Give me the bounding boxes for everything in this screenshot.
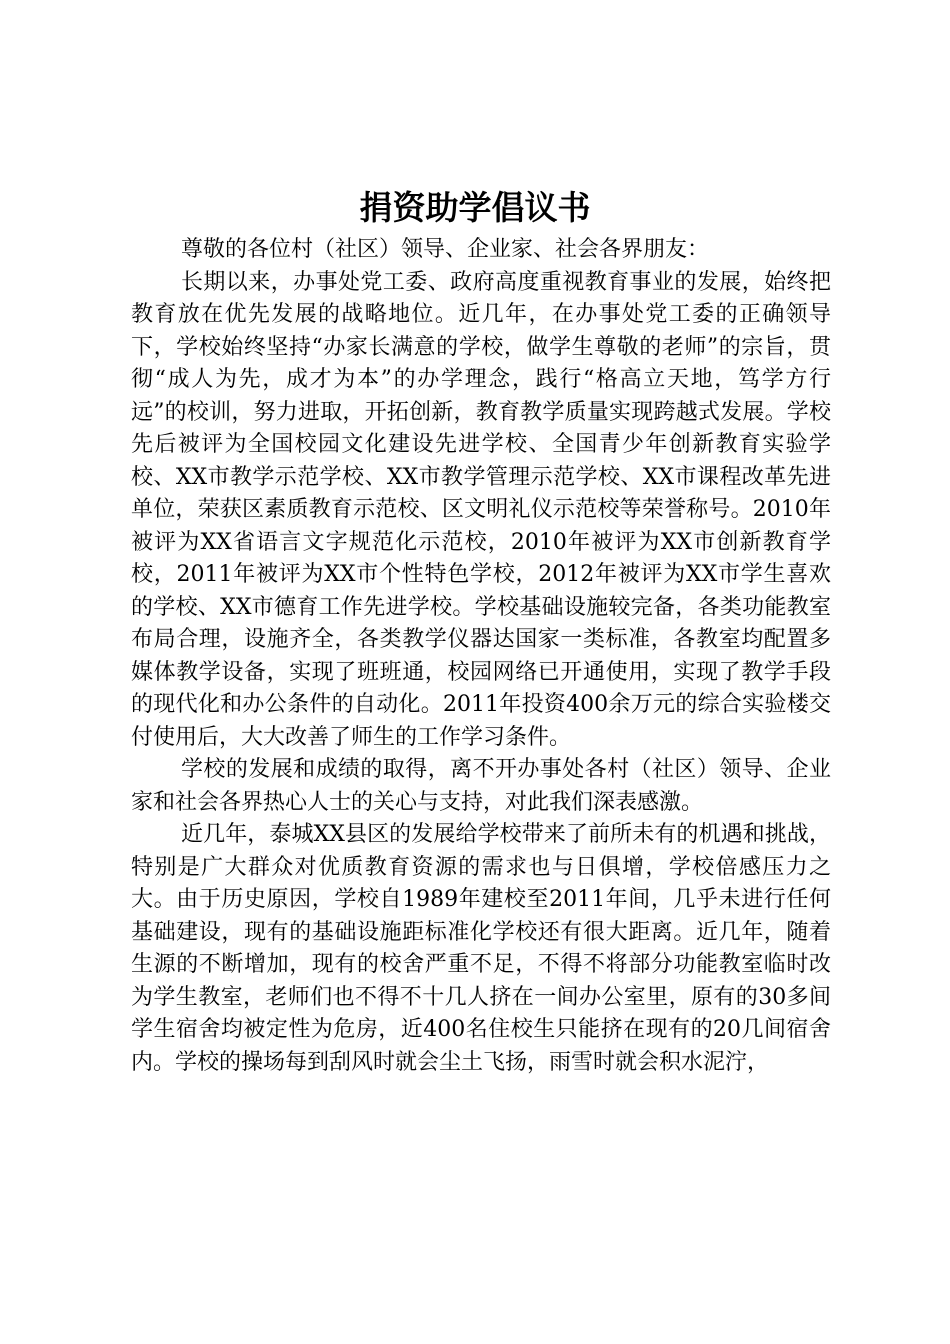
salutation: 尊敬的各位村（社区）领导、企业家、社会各界朋友： xyxy=(181,237,710,262)
paragraph-1: 长期以来，办事处党工委、政府高度重视教育事业的发展，始终把教育放在优先发展的战略地位。近几年，在办事处党工委的正确领导下，学校始终坚持“办家长满意的学校，做学生尊敬的老师”的宗旨，贯彻“成人为先，成才为本”的办学理念，践行“格高立天地，笃学方行远”的校训，努力进取，开拓创新，教育教学质量实现跨越式发展。学校先后被评为全国校园文化建设先进学校、全国青少年创新教育实验学校、XX市教学示范学校、XX市教学管理示范学校、XX市课程改革先进单位，荣获区素质教育示范校、区文明礼仪示范校等荣誉称号。2010年被评为XX省语言文字规范化示范校，2010年被评为XX市创新教育学校，2011年被评为XX市个性特色学校，2012年被评为XX市学生喜欢的学校、XX市德育工作先进学校。学校基础设施较完备，各类功能教室布局合理，设施齐全，各类教学仪器达国家一类标准，各教室均配置多媒体教学设备，实现了班班通，校园网络已开通使用，实现了教学手段的现代化和办公条件的自动化。2011年投资400余万元的综合实验楼交付使用后，大大改善了师生的工作学习条件。 xyxy=(131,269,831,750)
paragraph-2: 学校的发展和成绩的取得，离不开办事处各村（社区）领导、企业家和社会各界热心人士的关心与支持，对此我们深表感激。 xyxy=(131,757,831,815)
document-title: 捐资助学倡议书 xyxy=(359,188,591,227)
document-body xyxy=(131,234,831,1079)
paragraph-3: 近几年，泰城XX县区的发展给学校带来了前所未有的机遇和挑战，特别是广大群众对优质教育资源的需求也与日俱增，学校倍感压力之大。由于历史原因，学校自1989年建校至2011年间，几乎未进行任何基础建设，现有的基础设施距标准化学校还有很大距离。近几年，随着生源的不断增加，现有的校舍严重不足，不得不将部分功能教室临时改为学生教室，老师们也不得不十几人挤在一间办公室里，原有的30多间学生宿舍均被定性为危房，近400名住校生只能挤在现有的20几间宿舍内。学校的操场每到刮风时就会尘土飞扬，雨雪时就会积水泥泞， xyxy=(131,822,831,1075)
